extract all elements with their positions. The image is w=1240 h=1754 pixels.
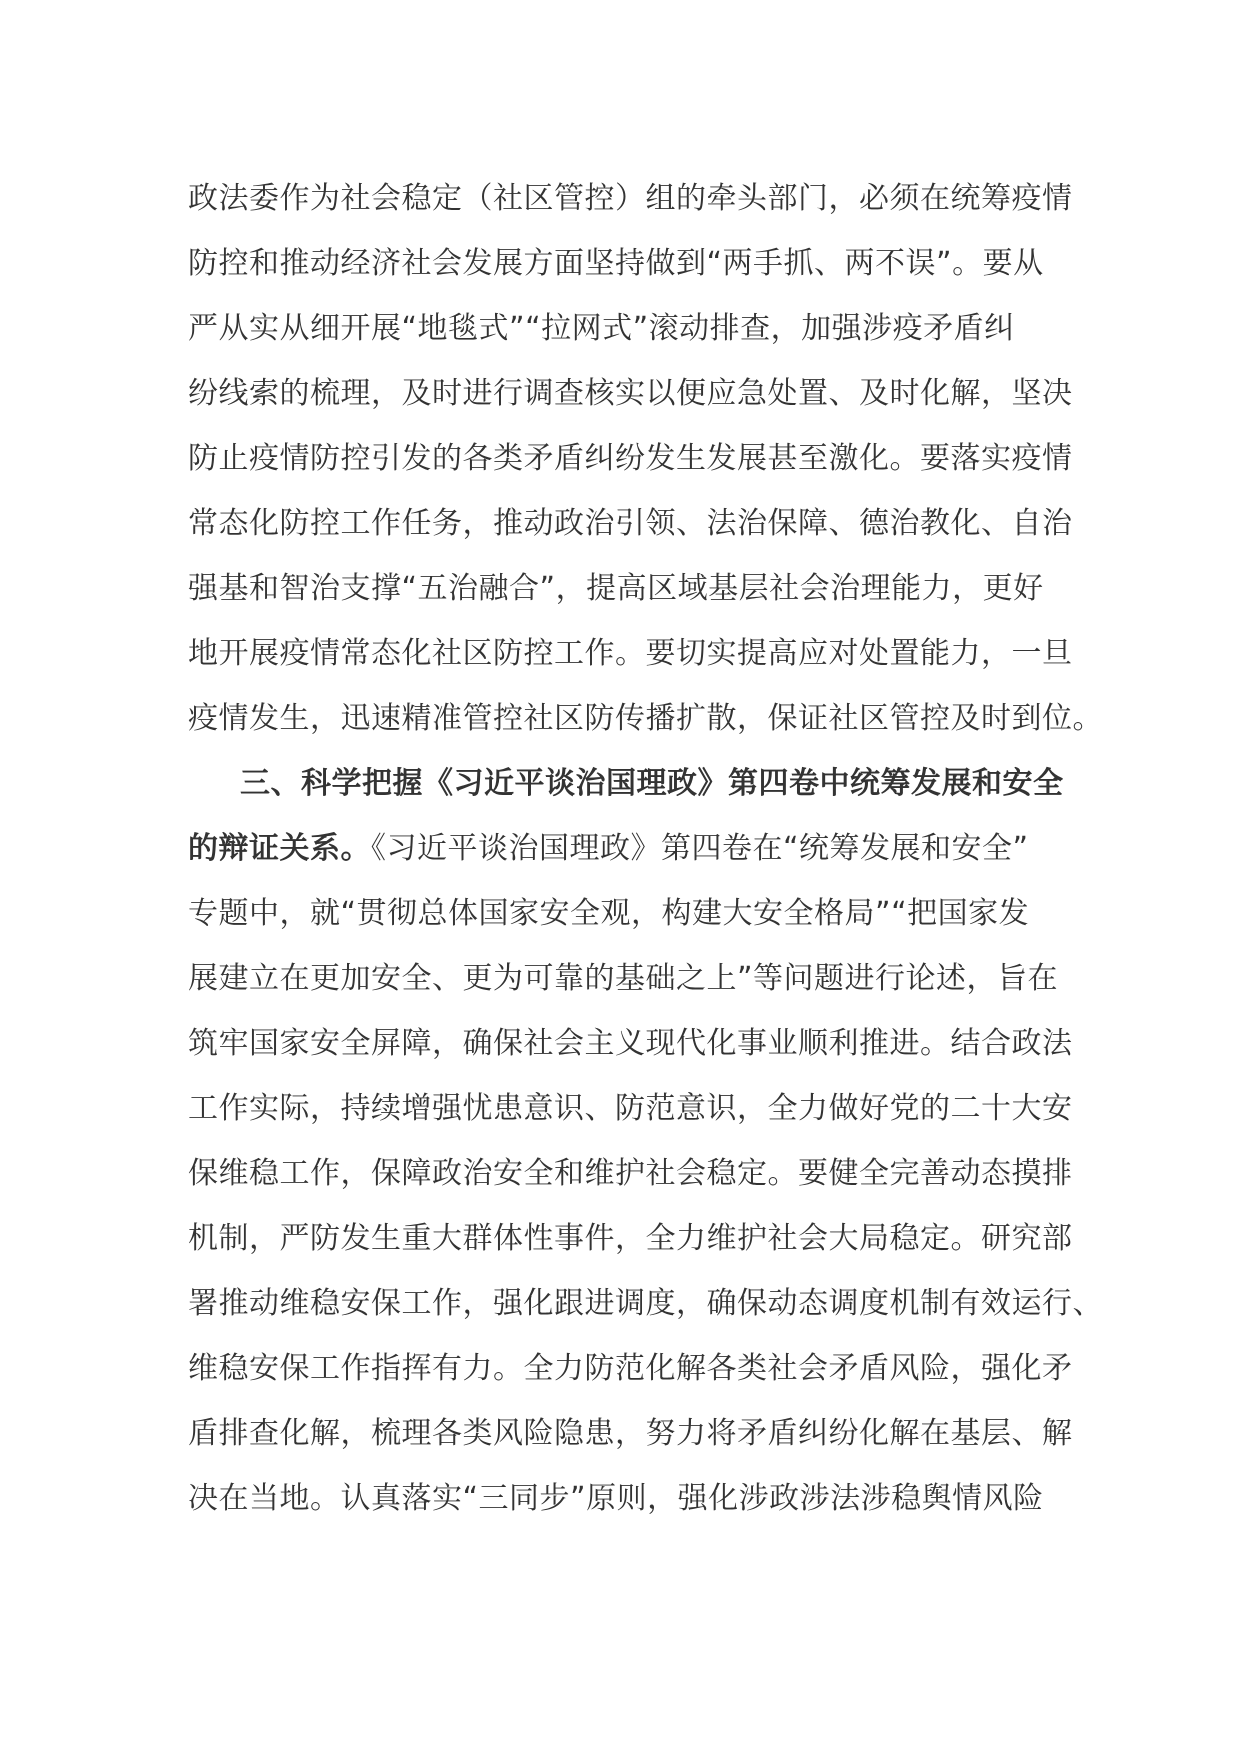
document-body xyxy=(188,166,1103,1531)
paragraph-line xyxy=(188,816,1068,881)
paragraph-line: 保维稳工作，保障政治安全和维护社会稳定。要健全完善动态摸排 xyxy=(188,1156,1073,1191)
section-heading: 三、科学把握《习近平谈治国理政》第四卷中统筹发展和安全 xyxy=(240,766,1064,801)
paragraph-line: 决在当地。认真落实“三同步”原则，强化涉政涉法涉稳舆情风险 xyxy=(188,1481,1044,1516)
paragraph-line: 署推动维稳安保工作，强化跟进调度，确保动态调度机制有效运行、 xyxy=(188,1286,1103,1321)
paragraph-line: 专题中，就“贯彻总体国家安全观，构建大安全格局”“把国家发 xyxy=(188,896,1030,931)
paragraph-line: 防控和推动经济社会发展方面坚持做到“两手抓、两不误”。要从 xyxy=(188,246,1044,281)
paragraph-line: 纷线索的梳理，及时进行调查核实以便应急处置、及时化解，坚决 xyxy=(188,376,1073,411)
paragraph-line: 展建立在更加安全、更为可靠的基础之上”等问题进行论述，旨在 xyxy=(188,961,1059,996)
paragraph-line: 防止疫情防控引发的各类矛盾纠纷发生发展甚至激化。要落实疫情 xyxy=(188,441,1073,476)
paragraph-line: 机制，严防发生重大群体性事件，全力维护社会大局稳定。研究部 xyxy=(188,1221,1073,1256)
paragraph-line: 筑牢国家安全屏障，确保社会主义现代化事业顺利推进。结合政法 xyxy=(188,1026,1073,1061)
paragraph-line: 维稳安保工作指挥有力。全力防范化解各类社会矛盾风险，强化矛 xyxy=(188,1351,1073,1386)
paragraph-line: 常态化防控工作任务，推动政治引领、法治保障、德治教化、自治 xyxy=(188,506,1073,541)
paragraph-line: 疫情发生，迅速精准管控社区防传播扩散，保证社区管控及时到位。 xyxy=(188,701,1103,736)
paragraph-line: 盾排查化解，梳理各类风险隐患，努力将矛盾纠纷化解在基层、解 xyxy=(188,1416,1073,1451)
section-heading-end: 的辩证关系。 xyxy=(188,831,371,866)
paragraph-1 xyxy=(188,166,1103,751)
paragraph-line: 严从实从细开展“地毯式”“拉网式”滚动排查，加强涉疫矛盾纠 xyxy=(188,311,1015,346)
paragraph-text: 《习近平谈治国理政》第四卷在“统筹发展和安全” xyxy=(371,831,1029,866)
paragraph-line: 地开展疫情常态化社区防控工作。要切实提高应对处置能力，一旦 xyxy=(188,636,1073,671)
paragraph-line: 政法委作为社会稳定（社区管控）组的牵头部门，必须在统筹疫情 xyxy=(188,181,1073,216)
paragraph-line: 工作实际，持续增强忧患意识、防范意识，全力做好党的二十大安 xyxy=(188,1091,1073,1126)
paragraph-line: 强基和智治支撑“五治融合”，提高区域基层社会治理能力，更好 xyxy=(188,571,1044,606)
paragraph-2 xyxy=(188,751,1103,1531)
